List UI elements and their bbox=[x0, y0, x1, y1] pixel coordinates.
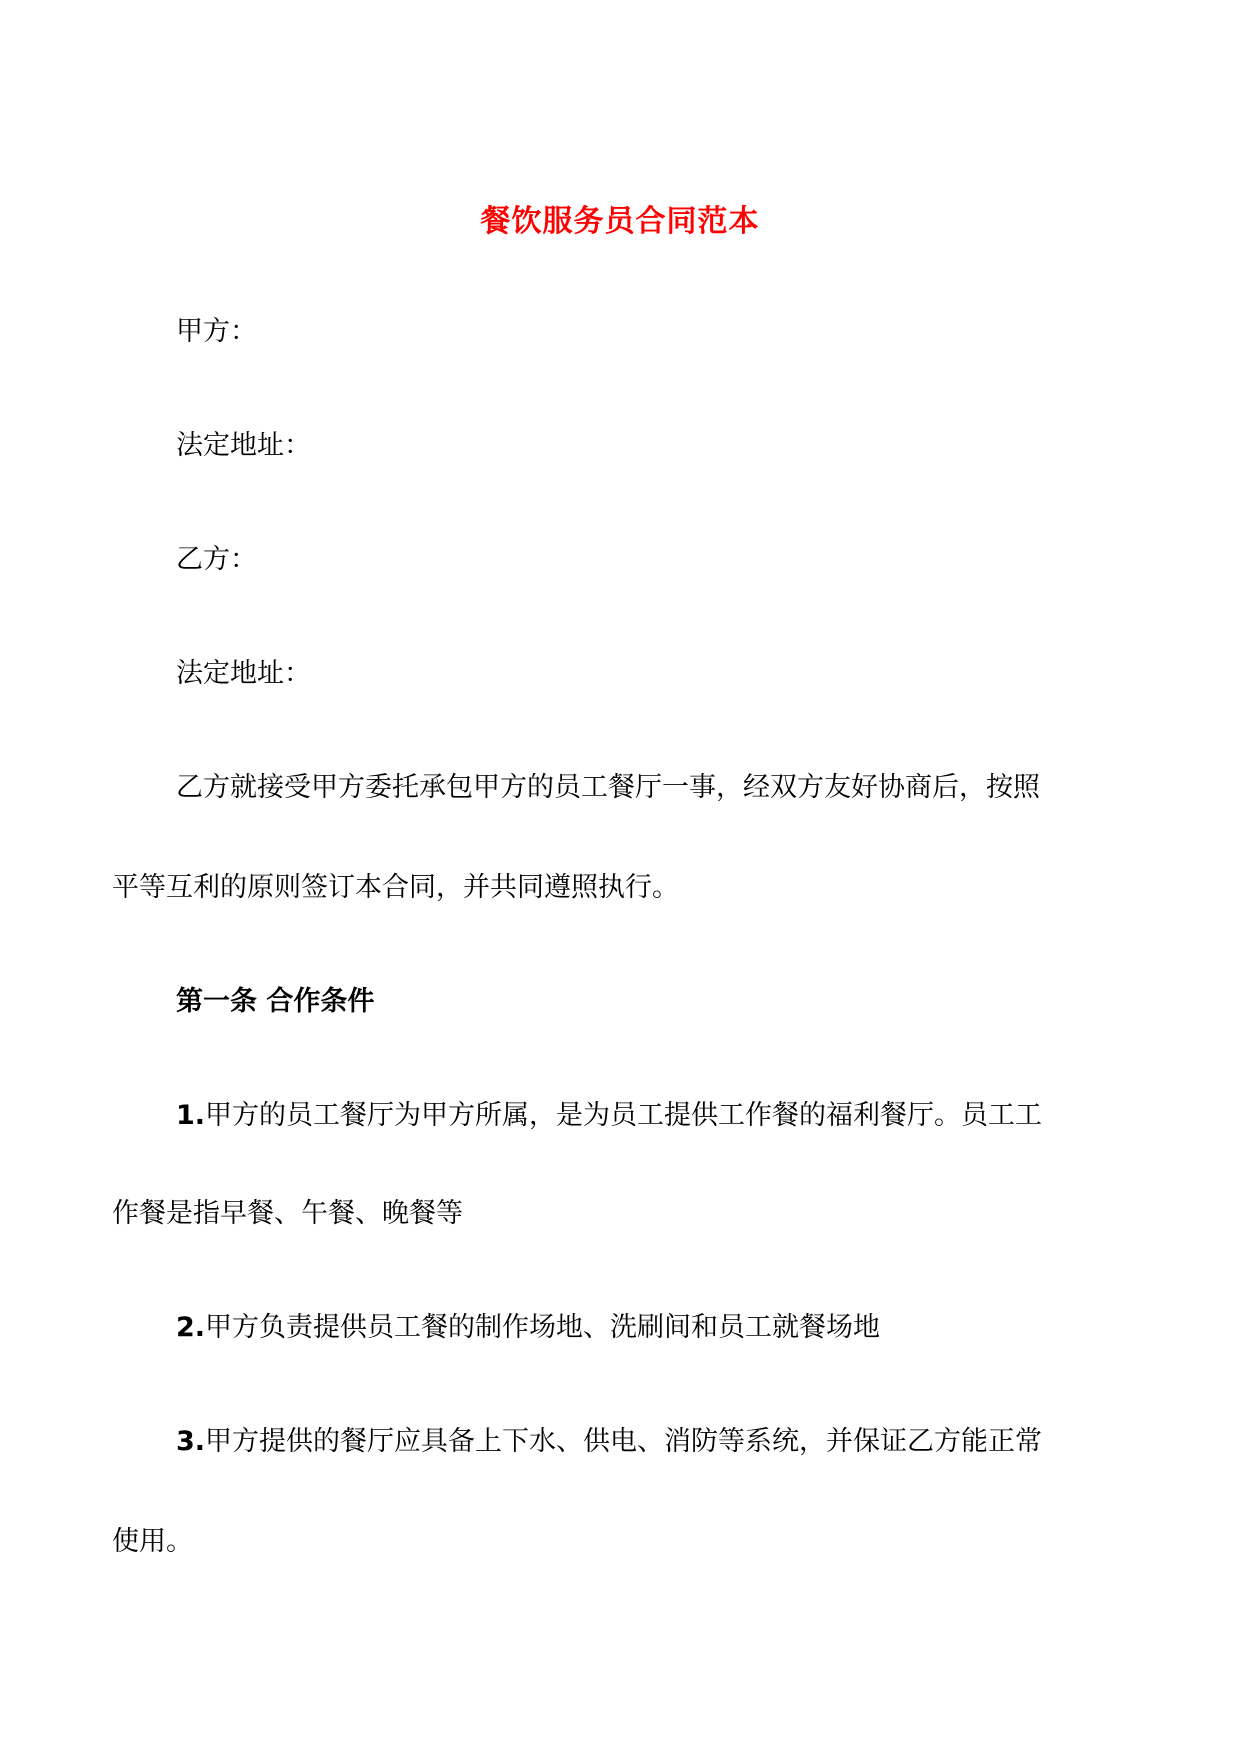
item-text: 甲方的员工餐厅为甲方所属，是为员工提供工作餐的福利餐厅。员工工 bbox=[205, 1100, 1043, 1131]
item-number: 2. bbox=[176, 1312, 206, 1343]
article-1-heading: 第一条 合作条件 bbox=[176, 986, 375, 1017]
article-1-item-3-line-2: 使用。 bbox=[112, 1526, 193, 1557]
party-b-label: 乙方： bbox=[176, 544, 257, 575]
party-a-address-label: 法定地址： bbox=[176, 430, 311, 461]
document-title: 餐饮服务员合同范本 bbox=[480, 204, 760, 239]
item-text: 甲方负责提供员工餐的制作场地、洗刷间和员工就餐场地 bbox=[205, 1312, 881, 1343]
party-b-address-label: 法定地址： bbox=[176, 658, 311, 689]
article-1-item-2-line-1 bbox=[176, 1310, 880, 1346]
item-text: 甲方提供的餐厅应具备上下水、供电、消防等系统，并保证乙方能正常 bbox=[205, 1426, 1043, 1457]
party-a-label: 甲方： bbox=[176, 316, 257, 347]
article-1-item-1-line-1 bbox=[176, 1098, 1042, 1134]
item-number: 3. bbox=[176, 1426, 206, 1457]
preamble-line-2: 平等互利的原则签订本合同，并共同遵照执行。 bbox=[112, 872, 679, 903]
item-number: 1. bbox=[176, 1100, 206, 1131]
preamble-line-1: 乙方就接受甲方委托承包甲方的员工餐厅一事，经双方友好协商后，按照 bbox=[176, 772, 1040, 803]
article-1-item-3-line-1 bbox=[176, 1424, 1042, 1460]
article-1-item-1-line-2: 作餐是指早餐、午餐、晚餐等 bbox=[112, 1198, 463, 1229]
